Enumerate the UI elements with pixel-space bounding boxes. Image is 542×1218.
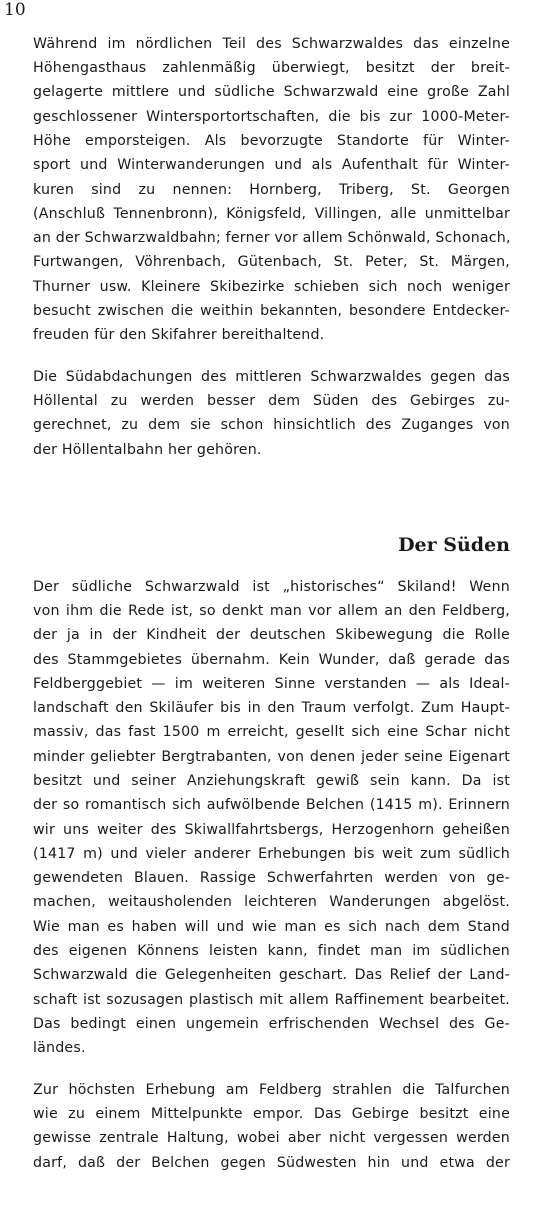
text-line: Höllental zu werden besser dem Süden des Gebirges zu-	[33, 393, 510, 409]
text-line: wir uns weiter des Skiwallfahrtsbergs, Herzogenhorn geheißen	[33, 822, 510, 838]
section-heading: Der Süden	[398, 534, 510, 556]
text-line: machen, weitausholenden leichteren Wanderungen abgelöst.	[33, 894, 510, 910]
text-line: (Anschluß Tennenbronn), Königsfeld, Villingen, alle unmittelbar	[33, 206, 510, 222]
text-line: Wie man es haben will und wie man es sich nach dem Stand	[33, 919, 510, 935]
text-line: gewendeten Blauen. Rassige Schwerfahrten werden von ge-	[33, 870, 510, 886]
text-line: Feldberggebiet — im weiteren Sinne verstanden — als Ideal-	[33, 676, 510, 692]
text-line: Während im nördlichen Teil des Schwarzwaldes das einzelne	[33, 36, 510, 52]
text-line: ländes.	[33, 1040, 86, 1056]
text-line: Thurner usw. Kleinere Skibezirke schieben sich noch weniger	[33, 279, 510, 295]
text-line: gewisse zentrale Haltung, wobei aber nicht vergessen werden	[33, 1130, 510, 1146]
text-line: geschlossener Wintersportortschaften, die bis zur 1000-Meter-	[33, 109, 510, 125]
text-line: des eigenen Könnens leisten kann, findet man im südlichen	[33, 943, 510, 959]
text-line: besucht zwischen die weithin bekannten, besondere Entdecker-	[33, 303, 510, 319]
text-line: an der Schwarzwaldbahn; ferner vor allem Schönwald, Schonach,	[33, 230, 511, 246]
text-line: massiv, das fast 1500 m erreicht, gesellt sich eine Schar nicht	[33, 724, 510, 740]
text-line: der so romantisch sich aufwölbende Belchen (1415 m). Erinnern	[33, 797, 510, 813]
text-line: des Stammgebietes übernahm. Kein Wunder, daß gerade das	[33, 652, 510, 668]
text-line: (1417 m) und vieler anderer Erhebungen bis weit zum südlich	[33, 846, 510, 862]
text-line: wie zu einem Mittelpunkte empor. Das Gebirge besitzt eine	[33, 1106, 510, 1122]
text-line: Die Südabdachungen des mittleren Schwarzwaldes gegen das	[33, 369, 510, 385]
text-line: darf, daß der Belchen gegen Südwesten hin und etwa der	[33, 1155, 510, 1171]
text-line: Höhengasthaus zahlenmäßig überwiegt, besitzt der breit-	[33, 60, 510, 76]
text-line: Furtwangen, Vöhrenbach, Gütenbach, St. Peter, St. Märgen,	[33, 254, 510, 270]
text-line: gerechnet, zu dem sie schon hinsichtlich des Zuganges von	[33, 417, 510, 433]
page-number: 10	[4, 0, 26, 20]
text-line: schaft ist sozusagen plastisch mit allem Raffinement bearbeitet.	[33, 992, 510, 1008]
text-line: kuren sind zu nennen: Hornberg, Triberg, St. Georgen	[33, 182, 510, 198]
text-line: Der südliche Schwarzwald ist „historisches“ Skiland! Wenn	[33, 579, 510, 595]
text-line: der Höllentalbahn her gehören.	[33, 442, 262, 458]
text-line: landschaft den Skiläufer bis in den Traum verfolgt. Zum Haupt-	[33, 700, 510, 716]
text-line: von ihm die Rede ist, so denkt man vor allem an den Feldberg,	[33, 603, 510, 619]
text-line: minder geliebter Bergtrabanten, von denen jeder seine Eigenart	[33, 749, 510, 765]
text-line: Zur höchsten Erhebung am Feldberg strahlen die Talfurchen	[33, 1082, 510, 1098]
text-line: Das bedingt einen ungemein erfrischenden Wechsel des Ge-	[33, 1016, 510, 1032]
text-line: Schwarzwald die Gelegenheiten geschart. Das Relief der Land-	[33, 967, 510, 983]
text-line: besitzt und seiner Anziehungskraft gewiß sein kann. Da ist	[33, 773, 510, 789]
text-line: sport und Winterwanderungen und als Aufenthalt für Winter-	[33, 157, 510, 173]
text-line: freuden für den Skifahrer bereithaltend.	[33, 327, 325, 343]
text-line: der ja in der Kindheit der deutschen Skibewegung die Rolle	[33, 627, 510, 643]
text-line: gelagerte mittlere und südliche Schwarzwald eine große Zahl	[33, 84, 510, 100]
text-line: Höhe emporsteigen. Als bevorzugte Standorte für Winter-	[33, 133, 510, 149]
